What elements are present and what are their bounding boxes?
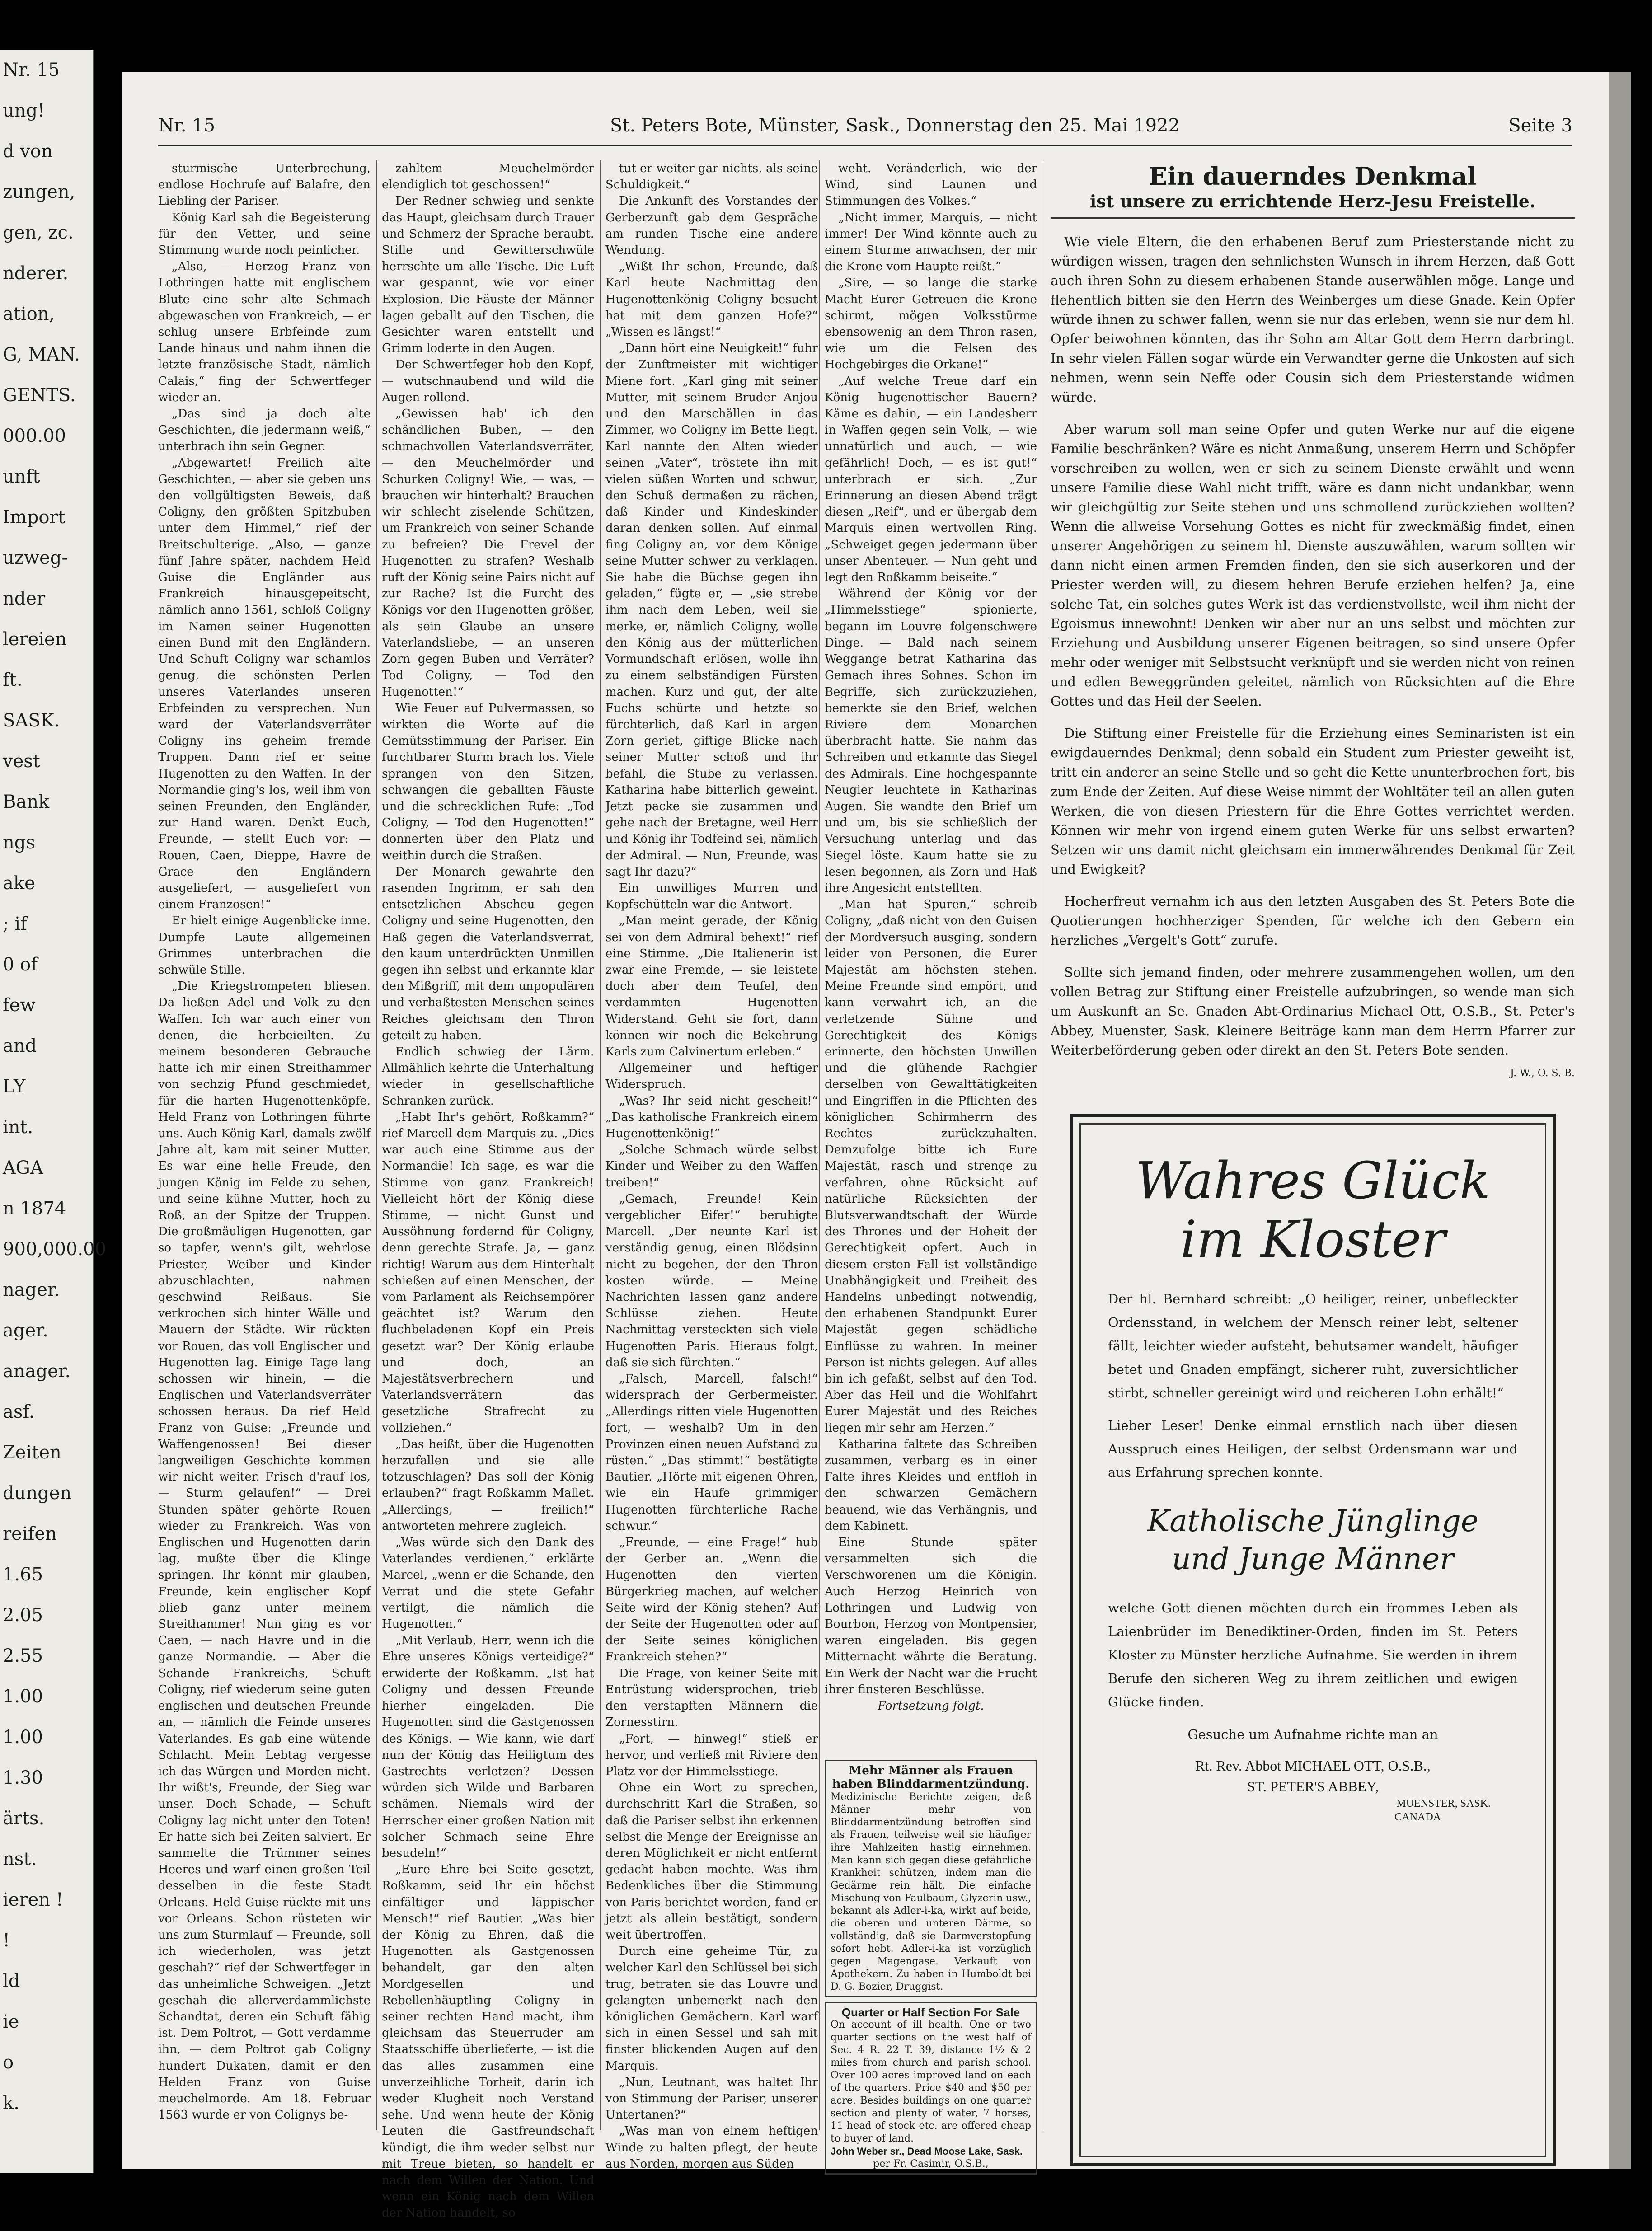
article-column-2	[382, 160, 594, 2220]
land-sale-ad-contact: John Weber sr., Dead Moose Lake, Sask.	[831, 2146, 1023, 2157]
masthead	[158, 111, 1572, 146]
ad-headline-2: im Kloster	[1180, 1210, 1446, 1269]
page-edge	[1609, 72, 1631, 2169]
article-paragraph: „Dann hört eine Neuigkeit!“ fuhr der Zunftmeister mit wichtiger Miene fort. „Karl ging mit seiner Mutter, mit seinem Bruder Anjou und den Marschällen in das Zimmer, wo Coligny im Bette liegt. Karl nannte den Alten wieder seinen „Vater“, tröstete ihn mit vielen süßen Worten und schwur, den Schuß dermaßen zu rächen, daß Kinder und Kindeskinder daran denken sollen. Auf einmal fing Coligny an, vor dem Könige seine Mutter schwer zu verklagen. Sie habe die Büchse gegen ihn geladen,“ fügte er, — „sie strebe ihm nach dem Leben, weil sie merke, er, nämlich Coligny, wolle den König aus der mütterlichen Vormundschaft erlösen, wolle ihn zu einem selbständigen Fürsten machen. Kurz und gut, der alte Fuchs schürte und hetzte so fürchterlich, daß Karl in argen Zorn geriet, giftige Blicke nach seiner Mutter schoß und ihr befahl, die Stube zu verlassen. Katharina habe bitterlich geweint. Jetzt packe sie zusammen und gehe nach der Bretagne, weil Herr und König ihr Todfeind sei, nämlich der Admiral. — Nun, Freunde, was sagt Ihr dazu?“	[605, 342, 818, 879]
strip-text: 2.05	[3, 1605, 43, 1626]
ad-headline-4: und Junge Männer	[1172, 1542, 1454, 1576]
article-paragraph: „Man hat Spuren,“ schreib Coligny, „daß nicht von den Guisen der Mordversuch ausging, sondern leider von Personen, die Eurer Majestät am höchsten stehen. Meine Freunde sind empört, und kann verwahrt ich, an die verletzende Sühne und Gerechtigkeit des Königs erinnerte, den höchsten Unwillen und die glühende Rachgier derselben von Gewalttätigkeiten und Eingriffen in die Pflichten des königlichen Schirmherrn des Rechtes zurückzuhalten. Demzufolge bitte ich Eure Majestät, rasch und strenge zu verfahren, ohne Rücksicht auf natürliche Rücksichten der Blutsverwandtschaft der Würde des Thrones und der Hoheit der Gerechtigkeit opfert. Auch in diesem ersten Fall ist vollständige Unabhängigkeit und Freiheit des Handelns unbedingt notwendig, den erhabenen Standpunkt Eurer Majestät gegen schädliche Einflüsse zu wahren. In meiner Person ist nichts gelegen. Auf alles bin ich gefaßt, selbst auf den Tod. Aber das Heil und die Wohlfahrt Eurer Majestät und des Reiches liegen mir sehr am Herzen.“	[825, 898, 1037, 1435]
article-paragraph: Er hielt einige Augenblicke inne. Dumpfe Laute allgemeinen Grimmes unterbrachen die schwüle Stille.	[158, 914, 371, 977]
article-paragraph: Ohne ein Wort zu sprechen, durchschritt Karl die Straßen, so daß die Pariser selbst ihn erkennen selbst die Menge der Ereignisse an deren Möglichkeit er nicht entfernt gedacht haben mochte. Was ihm Bedenkliches über die Stimmung von Paris berichtet worden, fand er jetzt als allein bestätigt, sondern weit übertroffen.	[605, 1781, 818, 1942]
article-paragraph: Eine Stunde später versammelten sich die Verschworenen um die Königin. Auch Herzog Heinrich von Lothringen und Ludwig von Bourbon, Herzog von Montpensier, waren eingeladen. Bis gegen Mitternacht währte die Beratung. Ein Werk der Nacht war die Frucht ihrer finsteren Beschlüsse.	[825, 1536, 1037, 1697]
article-paragraph: zahltem Meuchelmörder elendiglich tot geschossen!“	[382, 162, 594, 192]
ad-address-2: ST. PETER'S ABBEY,	[1247, 1778, 1379, 1795]
article-paragraph: weht. Veränderlich, wie der Wind, sind Launen und Stimmungen des Volkes.“	[825, 162, 1037, 208]
article-column-3	[605, 160, 818, 2171]
article-paragraph: sturmische Unterbrechung, endlose Hochrufe auf Balafre, den Liebling der Pariser.	[158, 162, 371, 208]
ad-apply: Gesuche um Aufnahme richte man an	[1187, 1727, 1438, 1742]
article-paragraph: Der Schwertfeger hob den Kopf, — wutschnaubend und wild die Augen rollend.	[382, 358, 594, 404]
article-paragraph: „Fort, — hinweg!“ stieß er hervor, und verließ mit Riviere den Platz vor der Himmelsstiege.	[605, 1732, 818, 1778]
strip-text: GENTS.	[3, 385, 76, 406]
strip-text: ie	[3, 2011, 19, 2032]
article-paragraph: Der Redner schwieg und senkte das Haupt, gleichsam durch Trauer und Schmerz der Sprache beraubt. Stille und Gewitterschwüle herrschte um alle Tische. Die Luft war gespannt, wie vor einer Explosion. Die Fäuste der Männer lagen geballt auf den Tischen, die Gesichter waren entstellt und Grimm loderte in den Augen.	[382, 194, 594, 356]
article-paragraph: „Solche Schmach würde selbst Kinder und Weiber zu den Waffen treiben!“	[605, 1143, 818, 1190]
appendicitis-ad	[825, 1760, 1037, 1997]
article-column-4	[825, 160, 1037, 1751]
land-sale-ad-via: per Fr. Casimir, O.S.B.,	[873, 2158, 989, 2170]
strip-text: LY	[3, 1076, 26, 1097]
denkmal-paragraph: Wie viele Eltern, die den erhabenen Beruf zum Priesterstande nicht zu würdigen wissen, tragen den sehnlichsten Wunsch in ihrem Herzen, daß Gott auch ihren Sohn zu diesem erhabenen Stande auserwählen möge. Lange und flehentlich bitten sie den Herrn des Weinberges um diese Gnade. Kein Opfer würde ihnen zu schwer fallen, wenn sie nur das erleben, wenn sie nur dem hl. Opfer beiwohnen könnten, das ihr Sohn am Altar Gott dem Herrn darbringt. In sehr vielen Fällen sogar würde ein Verwandter gerne die Unkosten auf sich nehmen, wenn sein Neffe oder Cousin sich dem Priesterstande widmen würde.	[1051, 234, 1575, 405]
article-paragraph: „Das heißt, über die Hugenotten herzufallen und sie alle totzuschlagen? Das soll der König erlauben?“ fragt Roßkamm Mallet. „Allerdings, — freilich!“ antworteten mehrere zugleich.	[382, 1437, 594, 1533]
masthead-title: St. Peters Bote, Münster, Sask., Donnerstag den 25. Mai 1922	[610, 115, 1180, 136]
strip-text: 1.30	[3, 1767, 43, 1788]
article-paragraph: „Was man von einem heftigen Winde zu halten pflegt, der heute aus Norden, morgen aus Süden	[605, 2124, 818, 2171]
denkmal-paragraph: Aber warum soll man seine Opfer und guten Werke nur auf die eigene Familie beschränken? Wäre es nicht Anmaßung, unserem Herrn und Schöpfer vorschreiben zu wollen, wen er sich zu seinem Dienste erwählt und wenn unsere Familie diese Wahl nicht trifft, wäre es dann nicht undankbar, wenn wir gleichgültig zur Seite stehen und uns schmollend zurückziehen wollten? Wenn die allweise Vorsehung Gottes es nicht für zweckmäßig findet, einen unserer Angehörigen zu seinem hl. Dienste auszuwählen, warum sollten wir dann nicht einen armen Fremden finden, den sie sich auserkoren und der Priester werden will, zu diesem hehren Berufe erziehen helfen? Ja, eine solche Tat, ein solches gutes Werk ist das verdienstvollste, weil ihm nicht der Egoismus innewohnt! Denken wir aber nur an uns selbst und möchten zur Erziehung und Ausbildung unserer Eigenen beitragen, so sind unsere Opfer mehr oder weniger mit Selbstsucht verknüpft und sie werden nicht von reinen und edlen Beweggründen geleitet, nämlich von Rücksichten auf die Ehre Gottes und das Heil der Seelen.	[1051, 422, 1575, 709]
strip-text: unft	[3, 466, 40, 487]
strip-text: ärts.	[3, 1808, 45, 1829]
appendicitis-ad-text: Medizinische Berichte zeigen, daß Männer mehr von Blinddarmentzündung betroffen sind als Frauen, teilweise weil sie häufiger ihre Mahlzeiten hastig einnehmen. Man kann sich gegen diese gefährliche Krankheit schützen, indem man die Gedärme rein hält. Die einfache Mischung von Faulbaum, Glyzerin usw., bekannt als Adler-i-ka, wirkt auf beide, die oberen und unteren Därme, so vollständig, daß sie Darmverstopfung sofort hebt. Adler-i-ka ist vorzüglich gegen Magengase. Verkauft von Apothekern. Zu haben in Humboldt bei D. G. Bozier, Druggist.	[831, 1791, 1031, 1992]
land-sale-ad	[825, 2002, 1037, 2175]
strip-text: ager.	[3, 1320, 48, 1341]
denkmal-paragraph: Hocherfreut vernahm ich aus den letzten Ausgaben des St. Peters Bote die Quotierungen hochherziger Spenden, für welche ich den Gebern ein herzliches „Vergelt's Gott“ zurufe.	[1051, 894, 1575, 948]
strip-text: 2.55	[3, 1645, 43, 1666]
strip-text: !	[3, 1930, 10, 1951]
article-paragraph: „Habt Ihr's gehört, Roßkamm?“ rief Marcell dem Marquis zu. „Dies war auch eine Stimme aus der Normandie! Ich sage, es war die Stimme von ganz Frankreich! Vielleicht hört der König diese Stimme, — nicht Gunst und Aussöhnung fordernd für Coligny, denn gerechte Strafe. Ja, — ganz richtig! Warum aus dem Hinterhalt schießen auf einen Menschen, der vom Parlament als Reichsempörer geächtet ist? Warum den fluchbeladenen Kopf ein Preis gesetzt war? Der König erlaube und doch, an Majestätsverbrechern und Vaterlandsverrätern das gesetzliche Strafrecht zu vollziehen.“	[382, 1110, 594, 1435]
article-paragraph: „Was? Ihr seid nicht gescheit!“ „Das katholische Frankreich einem Hugenottenkönig!“	[605, 1094, 818, 1140]
ad-quote: Der hl. Bernhard schreibt: „O heiliger, reiner, unbefleckter Ordensstand, in welchem der Mensch reiner lebt, seltener fällt, leichter wieder aufsteht, behutsamer wandelt, häufiger betet und Gnaden empfängt, sicherer ruht, zuversichtlicher stirbt, schneller gereinigt wird und reicheren Lohn erhält!“	[1108, 1291, 1518, 1401]
column-rule	[600, 160, 601, 2130]
article-paragraph: „Gewissen hab' ich den schändlichen Buben, — den schmachvollen Vaterlandsverräter, — den Meuchelmörder und Schurken Coligny! Wie, — was, — brauchen wir hinterhalt? Brauchen wir schlecht ziselende Schützen, um Frankreich von seiner Schande zu befreien? Die Frevel der Hugenotten zu strafen? Weshalb ruft der König seine Pairs nicht auf zur Rache? Ist die Furcht des Königs vor den Hugenotten größer, als sein Glaube an unsere Vaterlandsliebe, — an unseren Zorn gegen Buben und Verräter? Tod Coligny, — Tod den Hugenotten!“	[382, 407, 594, 699]
strip-text: ft.	[3, 670, 23, 690]
strip-text: asf.	[3, 1401, 35, 1422]
strip-text: Import	[3, 507, 66, 528]
appendicitis-ad-title: Mehr Männer als Frauen haben Blinddarmentzündung.	[832, 1764, 1030, 1791]
strip-text: Zeiten	[3, 1442, 61, 1463]
adjacent-page-strip	[0, 50, 107, 2173]
strip-text: n 1874	[3, 1198, 66, 1219]
strip-text: ld	[3, 1971, 20, 1992]
strip-text: nager.	[3, 1280, 60, 1300]
strip-text: lereien	[3, 629, 67, 650]
strip-text: uzweg-	[3, 548, 68, 568]
strip-text: ake	[3, 873, 35, 894]
strip-text: G, MAN.	[3, 344, 80, 365]
article-paragraph: König Karl sah die Begeisterung für den Vetter, und seine Stimmung wurde noch peinlicher.	[158, 211, 371, 258]
article-paragraph: „Auf welche Treue darf ein König hugenottischer Bauern? Käme es dahin, — ein Landesherr in Waffen gegen sein Volk, — wie unnatürlich und auch, — wie gefährlich! Doch, — es ist gut!“ unterbrach er sich. „Zur Erinnerung an diesen Abend trägt diesen „Reif“, und er übergab dem Marquis einen wertvollen Ring. „Schweiget gegen jedermann über unser Abenteuer. — Nun geht und legt den Roßkamm beiseite.“	[825, 374, 1037, 585]
strip-text: 1.65	[3, 1564, 43, 1585]
denkmal-paragraph: Sollte sich jemand finden, oder mehrere zusammengehen wollen, um den vollen Betrag zur Stiftung einer Freistelle aufzubringen, so wende man sich um Auskunft an Se. Gnaden Abt-Ordinarius Michael Ott, O.S.B., St. Peter's Abbey, Muenster, Sask. Kleinere Beiträge kann man dem Herrn Pfarrer zur Weiterbeförderung geben oder direkt an den St. Peters Bote senden.	[1051, 965, 1575, 1058]
ad-appeal: Lieber Leser! Denke einmal ernstlich nach über diesen Ausspruch eines Heiligen, der selbst Ordensmann war und aus Erfahrung sprechen konnte.	[1108, 1418, 1518, 1480]
article-paragraph: Der Monarch gewahrte den rasenden Ingrimm, er sah den entsetzlichen Abscheu gegen Coligny und seine Hugenotten, den Haß gegen die Vaterlandsverrat, den kaum unterdrückten Unmillen gegen ihn selbst und erkannte klar den Mißgriff, mit dem unpopulären und verhaßtesten Menschen seines Reiches gleichsam den Thron geteilt zu haben.	[382, 865, 594, 1042]
column-rule	[376, 160, 377, 2130]
newspaper-page	[122, 72, 1609, 2220]
strip-text: ; if	[3, 914, 27, 934]
article-paragraph: Allgemeiner und heftiger Widerspruch.	[605, 1061, 818, 1092]
strip-text: and	[3, 1036, 37, 1056]
article-paragraph: „Freunde, — eine Frage!“ hub der Gerber an. „Wenn die Hugenotten den vierten Bürgerkrieg machen, auf welcher Seite wird der König stehen? Auf der Seite der Hugenotten oder auf der Seite seines königlichen Frankreich stehen?“	[605, 1536, 818, 1664]
strip-text: 900,000.00	[3, 1239, 107, 1260]
strip-text: 1.00	[3, 1686, 43, 1707]
denkmal-signature: J. W., O. S. B.	[1510, 1068, 1575, 1079]
ad-inner-frame	[1079, 1123, 1546, 2157]
article-paragraph: „Nun, Leutnant, was haltet Ihr von Stimmung der Pariser, unserer Untertanen?“	[605, 2075, 818, 2122]
strip-text: anager.	[3, 1361, 71, 1382]
strip-text: reifen	[3, 1523, 57, 1544]
strip-text: ung!	[3, 100, 45, 121]
article-paragraph: „Wißt Ihr schon, Freunde, daß Karl heute Nachmittag den Hugenottenkönig Coligny besucht hat mit dem ganzen Hofe?“ „Wissen es längst!“	[605, 260, 818, 339]
issue-number: Nr. 15	[158, 115, 216, 136]
strip-text: int.	[3, 1117, 33, 1138]
article-paragraph: tut er weiter gar nichts, als seine Schuldigkeit.“	[605, 162, 818, 192]
article-paragraph: „Nicht immer, Marquis, — nicht immer! Der Wind könnte auch zu einem Sturme anwachsen, der mir die Krone vom Haupte reißt.“	[825, 211, 1037, 274]
continuation-note: Fortsetzung folgt.	[878, 1699, 984, 1713]
article-paragraph: Die Frage, von keiner Seite mit Entrüstung widersprochen, trieb den verstapften Männern die Zornesstirn.	[605, 1666, 818, 1729]
strip-text: 1.00	[3, 1727, 43, 1748]
article-paragraph: „Mit Verlaub, Herr, wenn ich die Ehre unseres Königs verteidige?“ erwiderte der Roßkamm. „Ist hat Coligny und dessen Freunde hierher eingeladen. Die Hugenotten sind die Gastgenossen des Königs. — Wie kann, wie darf nun der König das Heiligtum des Gastrechts verletzen? Dessen würden sich Wilde und Barbaren schämen. Niemals wird der Herrscher einer großen Nation mit solcher Schmach seine Ehre besudeln!“	[382, 1634, 594, 1860]
strip-text: Bank	[3, 792, 50, 812]
article-paragraph: „Abgewartet! Freilich alte Geschichten, — aber sie geben uns den vollgültigsten Beweis, daß Coligny, den größten Spitzbuben unter dem Himmel,“ rief der Breitschulterige. „Also, — ganze fünf Jahre später, nachdem Held Guise die Engländer aus Frankreich hinausgepeitscht, nämlich anno 1561, schloß Coligny im Namen seiner Hugenotten einen Bund mit den Engländern. Und Schuft Coligny war schamlos genug, die schönsten Perlen unseres Vaterlandes unseren Erbfeinden zu versprechen. Nun ward der Vaterlandsverräter Coligny ins geheim fremde Truppen. Dann rief er seine Hugenotten zu den Waffen. In der Normandie ging's los, weil ihm von seinen Freunden, den Engländer, zur Hand waren. Denkt Euch, Freunde, — stellt Euch vor: — Rouen, Caen, Dieppe, Havre de Grace den Engländern ausgeliefert, — ausgeliefert von einem Franzosen!“	[158, 456, 371, 912]
kloster-advertisement	[1070, 1114, 1556, 2166]
ad-address-4: CANADA	[1394, 1811, 1441, 1823]
small-ads	[825, 1760, 1037, 2179]
strip-text: ieren !	[3, 1889, 63, 1910]
land-sale-ad-text: On account of ill health. One or two quarter sections on the west half of Sec. 4 R. 22 T. 39, distance 1½ & 2 miles from church and parish school. Over 100 acres improved land on each of the quarters. Price $40 and $50 per acre. Besides buildings on one quarter section and plenty of water, 7 horses, 11 head of stock etc. are offered cheap to buyer of land.	[831, 2019, 1031, 2144]
ad-headline-1: Wahres Glück	[1135, 1152, 1491, 1210]
article-paragraph: „Das sind ja doch alte Geschichten, die jedermann weiß,“ unterbrach ihn sein Gegner.	[158, 407, 371, 454]
strip-text: SASK.	[3, 710, 60, 731]
article-paragraph: Endlich schwieg der Lärm. Allmählich kehrte die Unterhaltung wieder in gesellschaftliche Schranken zurück.	[382, 1045, 594, 1108]
article-paragraph: „Falsch, Marcell, falsch!“ widersprach der Gerbermeister. „Allerdings ritten viele Hugenotten fort, — weshalb? Um in den Provinzen einen neuen Aufstand zu rüsten.“ „Das stimmt!“ bestätigte Bautier. „Hörte mit eigenen Ohren, wie ein Haufe grimmiger Hugenotten fürchterliche Rache schwur.“	[605, 1372, 818, 1533]
strip-text: gen, zc.	[3, 222, 74, 243]
denkmal-paragraph: Die Stiftung einer Freistelle für die Erziehung eines Seminaristen ist ein ewigdauerndes Denkmal; denn sobald ein Student zum Priester geweiht ist, tritt ein anderer an seine Stelle und so geht die Kette ununterbrochen fort, bis zum Ende der Zeiten. Auf diese Weise nimmt der Wohltäter teil an allen guten Werken, die von diesen Priestern für die Ehre Gottes verrichtet werden. Können wir mehr von irgend einem guten Werke für uns selbst erwarten? Setzen wir uns damit nicht gleichsam ein immerwährendes Denkmal für Zeit und Ewigkeit?	[1051, 726, 1575, 877]
denkmal-subtitle: ist unsere zu errichtende Herz-Jesu Freistelle.	[1051, 192, 1575, 219]
article-paragraph: Katharina faltete das Schreiben zusammen, verbarg es in einer Falte ihres Kleides und entfloh in den schwarzen Gemächern beauend, wie das Verhängnis, und dem Kabinett.	[825, 1437, 1037, 1533]
strip-text: vest	[3, 751, 40, 772]
column-rule	[819, 160, 820, 2130]
strip-text: o	[3, 2052, 14, 2073]
strip-text: few	[3, 995, 36, 1016]
ad-address-1: Rt. Rev. Abbot MICHAEL OTT, O.S.B.,	[1195, 1758, 1431, 1774]
ad-address-3: MUENSTER, SASK.	[1396, 1798, 1491, 1809]
ad-invitation: welche Gott dienen möchten durch ein frommes Leben als Laienbrüder im Benediktiner-Orden, finden im St. Peters Kloster zu Münster herzliche Aufnahme. Sie werden in ihrem Berufe den sicheren Weg zu ihrem zeitlichen und ewigen Glücke finden.	[1108, 1600, 1518, 1710]
land-sale-ad-title: Quarter or Half Section For Sale	[841, 2006, 1020, 2019]
strip-text: 000.00	[3, 426, 66, 446]
article-paragraph: Wie Feuer auf Pulvermassen, so wirkten die Worte auf die Gemütsstimmung der Pariser. Ein furchtbarer Sturm brach los. Viele sprangen von den Sitzen, schwangen die geballten Fäuste und die schrecklichen Rufe: „Tod Coligny, — Tod den Hugenotten!“ donnerten über den Platz und weithin durch die Straßen.	[382, 701, 594, 862]
article-paragraph: „Man meint gerade, der König sei von dem Admiral behext!“ rief eine Stimme. „Die Italienerin ist zwar eine Fremde, — sie leistete doch aber dem Teufel, den verdammten Hugenotten Widerstand. Geht sie fort, dann können wir noch die Bekehrung Karls zum Calvinertum erleben.“	[605, 914, 818, 1059]
strip-text: d von	[3, 141, 53, 162]
article-paragraph: Durch eine geheime Tür, zu welcher Karl den Schlüssel bei sich trug, betraten sie das Louvre und gelangten unbemerkt nach den königlichen Gemächern. Karl warf sich in einen Sessel und sah mit finster blickenden Augen auf den Marquis.	[605, 1945, 818, 2073]
strip-text: ation,	[3, 304, 55, 324]
strip-text: nder	[3, 588, 46, 609]
denkmal-article	[1051, 149, 1575, 1083]
denkmal-title: Ein dauerndes Denkmal	[1149, 162, 1477, 191]
strip-text: ngs	[3, 832, 35, 853]
ad-headline-3: Katholische Jünglinge	[1147, 1504, 1478, 1538]
article-paragraph: Während der König vor der „Himmelsstiege“ spionierte, begann im Louvre folgenschwere Dinge. — Bald nach seinem Weggange betrat Katharina das Gemach ihres Sohnes. Schon im Begriffe, sich zurückzuziehen, bemerkte sie den Brief, welchen Riviere dem Monarchen überbracht hatte. Sie nahm das Schreiben und erkannte das Siegel des Admirals. Eine hochgespannte Neugier leuchtete in Katharinas Augen. Sie wandte den Brief um und um, bis sie schließlich der Versuchung unterlag und das Siegel löste. Kaum hatte sie zu lesen begonnen, als Zorn und Haß ihre Angesicht entstellten.	[825, 587, 1037, 895]
article-paragraph: Ein unwilliges Murren und Kopfschütteln war die Antwort.	[605, 881, 818, 912]
strip-text: k.	[3, 2093, 19, 2114]
article-paragraph: „Die Kriegstrompeten bliesen. Da ließen Adel und Volk zu den Waffen. Ich war auch einer von denen, die herbeieilten. Zu meinem besonderen Gebrauche hatte ich mir einen Streithammer von sechzig Pfund geschmiedet, für die harten Hugenottenköpfe. Held Franz von Lothringen führte uns. Auch König Karl, damals zwölf Jahre alt, kam mit seiner Mutter. Es war eine helle Freude, den jungen König im Felde zu sehen, und seine kühne Mutter, hoch zu Roß, an der Spitze der Truppen. Die großmäuligen Hugenotten, gar so tapfer, wenn's gilt, wehrlose Priester, Weiber und Kinder abzuschlachten, nahmen geschwind Reißaus. Sie verkrochen sich hinter Wälle und Mauern der Städte. Wir rückten vor Rouen, das voll Englischer und Hugenotten lag. Einige Tage lang schossen wir hinein, — die Englischen und Vaterlandsverräter schossen heraus. Da rief Held Franz von Guise: „Freunde und Waffengenossen! Bei dieser langweiligen Geschichte kommen wir nicht weiter. Frisch d'rauf los, — Sturm gelaufen!“ — Drei Stunden später gehörte Rouen wieder zu Frankreich. Was von Englischen und Hugenotten darin lag, mußte über die Klinge springen. Ihr könnt mir glauben, Freunde, kein englischer Kopf blieb ganz unter meinem Streithammer! Nun ging es vor Caen, — nach Havre und in die ganze Normandie. — Aber die Schande Frankreichs, Schuft Coligny, rief wiederum seine guten englischen und deutschen Freunde an, — nämlich die Feinde unseres Vaterlandes. Es gab eine wütende Schlacht. Mein Lebtag vergesse ich das Würgen und Morden nicht. Ihr wißt's, Freunde, der Sieg war unser. Doch Schade, — Schuft Coligny lag nicht unter den Toten! Er hatte sich bei Zeiten salviert. Er sammelte die Trümmer seines Heeres und warf einen großen Teil desselben in die feste Stadt Orleans. Held Guise rückte mit uns vor Orleans. Schon rüsteten wir uns zum Sturmlauf — Freunde, soll ich wiederholen, was jetzt geschah?“ rief der Schwertfeger in das unheimliche Schweigen. „Jetzt geschah die allerverdammlichste Schandtat, deren ein Schuft fähig ist. Dem Poltrot, — Gott verdamme ihn, — dem Poltrot gab Coligny hundert Dukaten, damit er den Helden Franz von Guise meuchelmorde. Am 18. Februar 1563 wurde er von Colignys be-	[158, 980, 371, 2122]
article-paragraph: „Was würde sich den Dank des Vaterlandes verdienen,“ erklärte Marcel, „wenn er die Schande, den Verrat und die stete Gefahr vertilgt, die nämlich die Hugenotten.“	[382, 1536, 594, 1631]
strip-text: 0 of	[3, 954, 38, 975]
strip-text: AGA	[3, 1158, 43, 1178]
article-column-1	[158, 160, 371, 2130]
strip-text: nderer.	[3, 263, 69, 284]
article-paragraph: „Eure Ehre bei Seite gesetzt, Roßkamm, seid Ihr ein höchst einfältiger und läppischer Mensch!“ rief Bautier. „Was hier der König zu Ehren, daß die Hugenotten als Gastgenossen behandelt, gar den alten Mordgesellen und Rebellenhäuptling Coligny in seiner rechten Hand macht, ihm gleichsam das Steuerruder am Staatsschiffe überlieferte, — ist die das alles zusammen eine unverzeihliche Torheit, darin ich weder Klugheit noch Verstand sehe. Und wenn heute der König Leuten die Gastfreundschaft kündigt, die ihm weder selbst nur mit Treue bieten, so handelt er nach dem Willen der Nation. Und wenn ein König nach dem Willen der Nation handelt, so	[382, 1863, 594, 2220]
strip-text: dungen	[3, 1483, 72, 1504]
article-paragraph: „Also, — Herzog Franz von Lothringen hatte mit englischem Blute eine sehr alte Schmach abgewaschen von Frankreich, — er schlug unsere Erbfeinde zum Lande hinaus und nahm ihnen die letzte französische Stadt, nämlich Calais,“ fing der Schwertfeger wieder an.	[158, 260, 371, 404]
article-paragraph: Die Ankunft des Vorstandes der Gerberzunft gab dem Gespräche am runden Tische eine andere Wendung.	[605, 194, 818, 258]
strip-text: zungen,	[3, 182, 75, 202]
strip-text: Nr. 15	[3, 60, 60, 80]
strip-text: nst.	[3, 1849, 37, 1870]
article-paragraph: „Gemach, Freunde! Kein vergeblicher Eifer!“ beruhigte Marcell. „Der neunte Karl ist verständig genug, einen Blödsinn nicht zu begehen, der den Thron kosten würde. — Meine Nachrichten lassen ganz andere Schlüsse ziehen. Heute Nachmittag versteckten sich viele Hugenotten Paris. Hieraus folgt, daß sie sich fürchten.“	[605, 1192, 818, 1369]
page-number: Seite 3	[1508, 115, 1572, 136]
article-paragraph: „Sire, — so lange die starke Macht Eurer Getreuen die Krone schirmt, mögen Volksstürme ebensowenig an dem Thron rasen, wie um die Felsen des Hochgebirges die Orkane!“	[825, 276, 1037, 372]
